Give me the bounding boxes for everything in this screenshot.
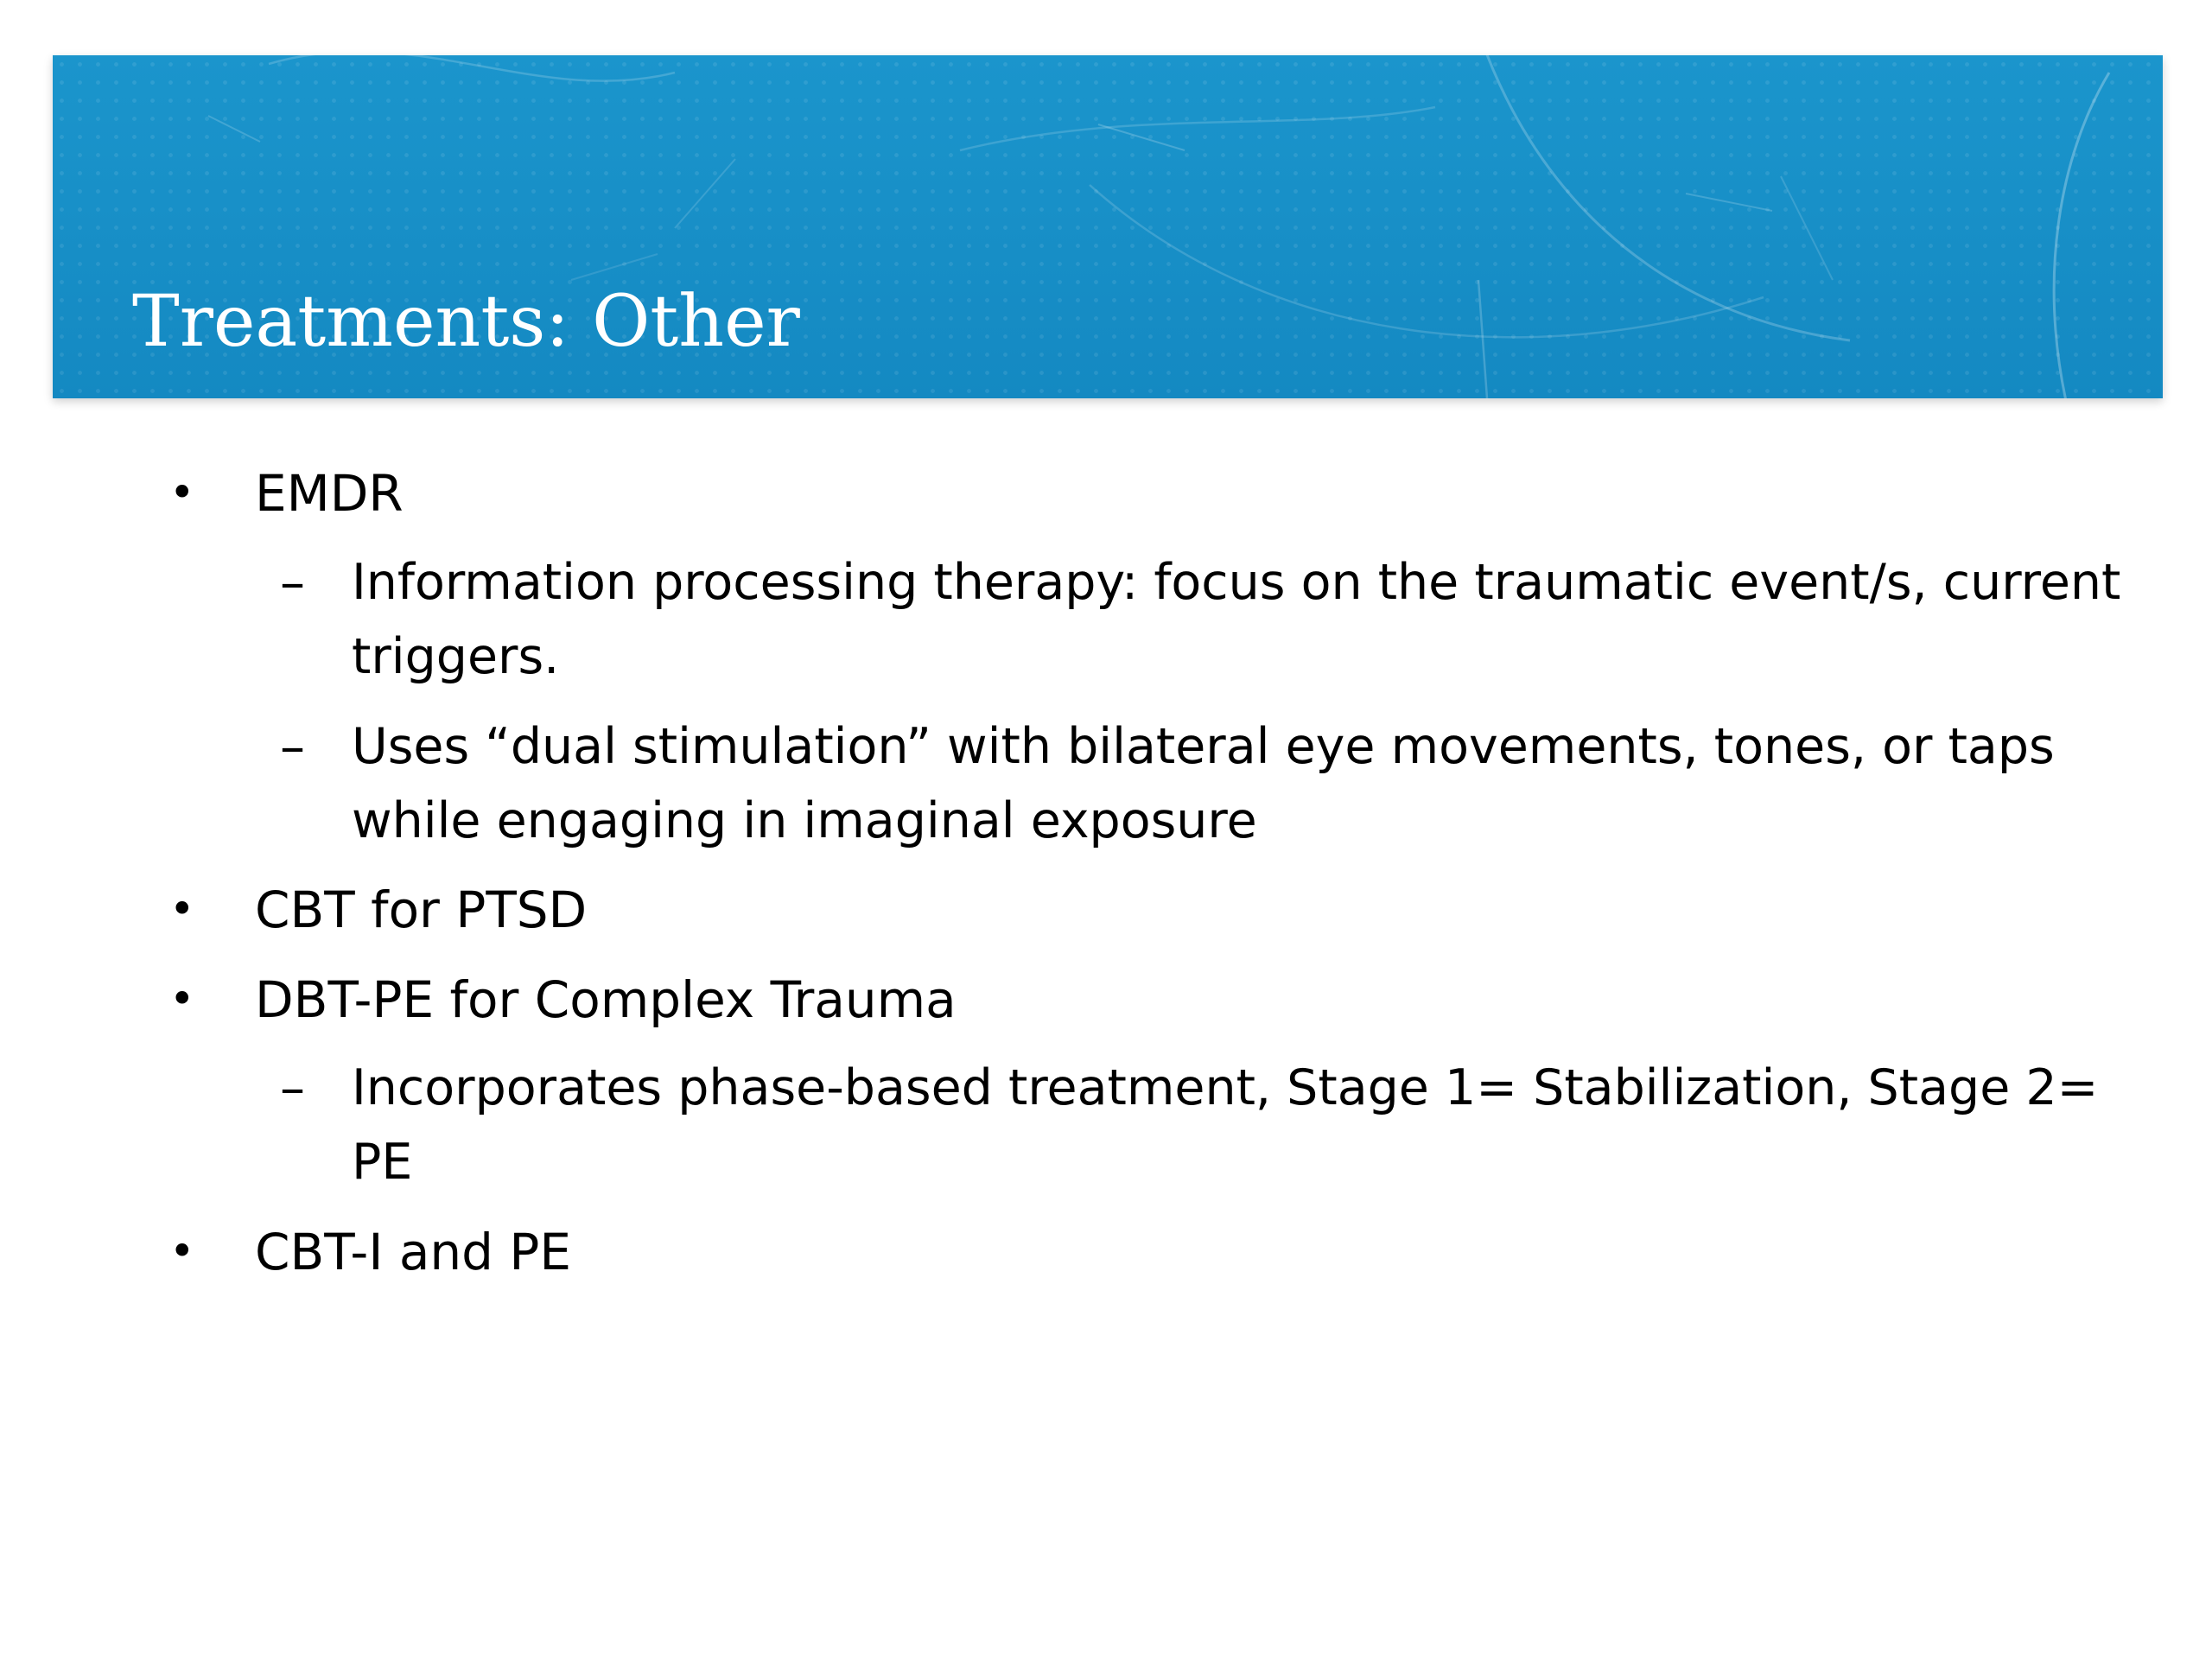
sub-bullet-text: Uses “dual stimulation” with bilateral eye movements, tones, or taps while engaging in imaginal exposure: [352, 718, 2055, 849]
bullet-icon: •: [169, 974, 195, 1024]
dash-icon: –: [280, 717, 305, 776]
bullet-text: DBT-PE for Complex Trauma: [255, 970, 957, 1029]
bullet-text: EMDR: [255, 464, 404, 523]
bullet-icon: •: [169, 1226, 195, 1276]
dash-icon: –: [280, 553, 305, 612]
dash-icon: –: [280, 1058, 305, 1117]
sub-bullet-text: Incorporates phase-based treatment, Stage 1= Stabilization, Stage 2= PE: [352, 1059, 2099, 1191]
bullet-text: CBT for PTSD: [255, 880, 588, 939]
bullet-icon: •: [169, 467, 195, 518]
sub-bullet-text: Information processing therapy: focus on the traumatic event/s, current triggers.: [352, 554, 2121, 685]
slide-title: Treatments: Other: [132, 281, 800, 363]
bullet-icon: •: [169, 884, 195, 934]
bullet-text: CBT-I and PE: [255, 1223, 572, 1281]
